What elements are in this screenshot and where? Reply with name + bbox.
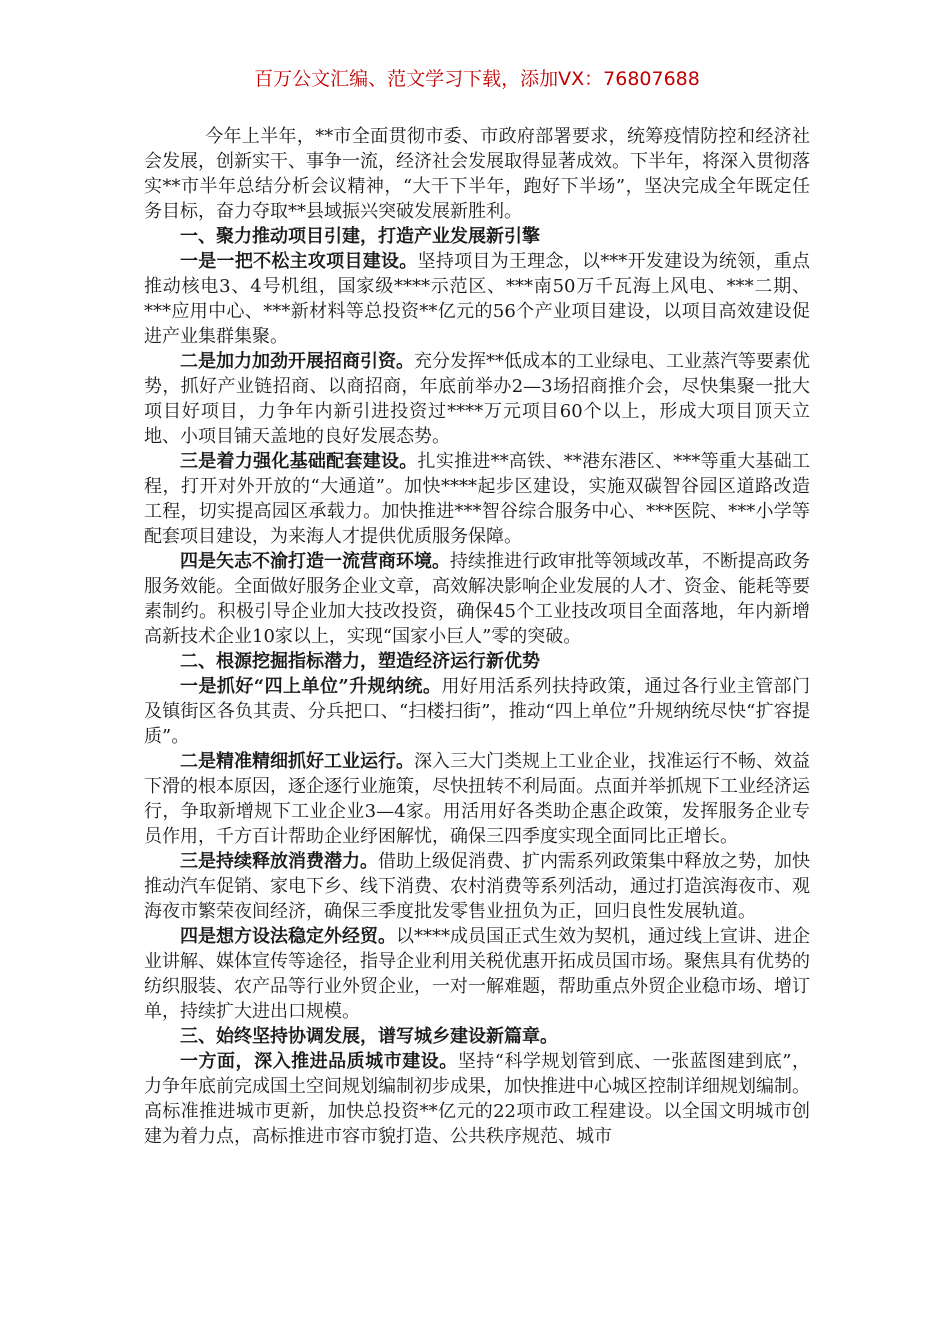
paragraph-body: 充分发挥**低成本的工业绿电、工业蒸汽等要素优势，抓好产业链招商、以商招商，年底前举办2—3场招商推介会，尽快集聚一批大项目好项目，力争年内新引进投资过****万元项目60个以上，形成大项目顶天立地、小项目铺天盖地的良好发展态势。: [144, 351, 810, 447]
paragraph-body: 持续推进行政审批等领域改革，不断提高政务服务效能。全面做好服务企业文章，高效解决影响企业发展的人才、资金、能耗等要素制约。积极引导企业加大技改投资，确保45个工业技改项目全面落地，年内新增高新技术企业10家以上，实现“国家小巨人”零的突破。: [144, 551, 810, 647]
paragraph-body: 坚持“科学规划管到底、一张蓝图建到底”，力争年底前完成国土空间规划编制初步成果，加快推进中心城区控制详细规划编制。高标准推进城市更新，加快总投资**亿元的22项市政工程建设。以全国文明城市创建为着力点，高标推进市容市貌打造、公共秩序规范、城市: [144, 1051, 810, 1147]
intro-paragraph: 今年上半年，**市全面贯彻市委、市政府部署要求，统筹疫情防控和经济社会发展，创新实干、事争一流，经济社会发展取得显著成效。下半年，将深入贯彻落实**市半年总结分析会议精神，“大干下半年，跑好下半场”，坚决完成全年既定任务目标，奋力夺取**县域振兴突破发展新胜利。: [144, 126, 810, 222]
section-heading: 三、始终坚持协调发展，谱写城乡建设新篇章。: [180, 1026, 558, 1047]
paragraph: [144, 674, 810, 749]
paragraph-lead: 四是想方设法稳定外经贸。: [180, 926, 396, 947]
paragraph-lead: 二是加力加劲开展招商引资。: [180, 351, 414, 372]
paragraph-lead: 三是持续释放消费潜力。: [180, 851, 378, 872]
paragraph: [144, 349, 810, 449]
paragraph: [144, 549, 810, 649]
document-body: [144, 124, 810, 1149]
section-heading: 二、根源挖掘指标潜力，塑造经济运行新优势: [180, 651, 540, 672]
paragraph-body: 借助上级促消费、扩内需系列政策集中释放之势，加快推动汽车促销、家电下乡、线下消费、农村消费等系列活动，通过打造滨海夜市、观海夜市繁荣夜间经济，确保三季度批发零售业扭负为正，回归良性发展轨道。: [144, 851, 810, 922]
paragraph: [144, 924, 810, 1024]
paragraph: [144, 849, 810, 924]
section-heading: 一、聚力推动项目引建，打造产业发展新引擎: [180, 226, 540, 247]
paragraph: [144, 249, 810, 349]
paragraph-body: 扎实推进**高铁、**港东港区、***等重大基础工程，打开对外开放的“大通道”。加快****起步区建设，实施双碳智谷园区道路改造工程，切实提高园区承载力。加快推进***智谷综合服务中心、***医院、***小学等配套项目建设，为来海人才提供优质服务保障。: [144, 451, 810, 547]
paragraph-lead: 一是抓好“四上单位”升规纳统。: [180, 676, 442, 697]
paragraph-lead: 一是一把不松主攻项目建设。: [180, 251, 418, 272]
paragraph: [144, 449, 810, 549]
paragraph: [144, 749, 810, 849]
paragraph-body: 以****成员国正式生效为契机，通过线上宣讲、进企业讲解、媒体宣传等途径，指导企业利用关税优惠开拓成员国市场。聚焦具有优势的纺织服装、农产品等行业外贸企业，一对一解难题，帮助重点外贸企业稳市场、增订单，持续扩大进出口规模。: [144, 926, 810, 1022]
paragraph-body: 用好用活系列扶持政策，通过各行业主管部门及镇街区各负其责、分兵把口、“扫楼扫街”，推动“四上单位”升规纳统尽快“扩容提质”。: [144, 676, 810, 747]
paragraph-body: 深入三大门类规上工业企业，找准运行不畅、效益下滑的根本原因，逐企逐行业施策，尽快扭转不利局面。点面并举抓规下工业经济运行，争取新增规下工业企业3—4家。用活用好各类助企惠企政策，发挥服务企业专员作用，千方百计帮助企业纾困解忧，确保三四季度实现全面同比正增长。: [144, 751, 810, 847]
paragraph-lead: 一方面，深入推进品质城市建设。: [180, 1051, 458, 1072]
paragraph: [144, 1049, 810, 1149]
paragraph-lead: 二是精准精细抓好工业运行。: [180, 751, 414, 772]
header-banner: 百万公文汇编、范文学习下载，添加VX：76807688: [254, 68, 700, 90]
paragraph-lead: 三是着力强化基础配套建设。: [180, 451, 418, 472]
paragraph-lead: 四是矢志不渝打造一流营商环境。: [180, 551, 450, 572]
paragraph-body: 坚持项目为王理念，以***开发建设为统领，重点推动核电3、4号机组，国家级****示范区、***南50万千瓦海上风电、***二期、***应用中心、***新材料等总投资**亿元的56个产业项目建设，以项目高效建设促进产业集群集聚。: [144, 251, 810, 347]
